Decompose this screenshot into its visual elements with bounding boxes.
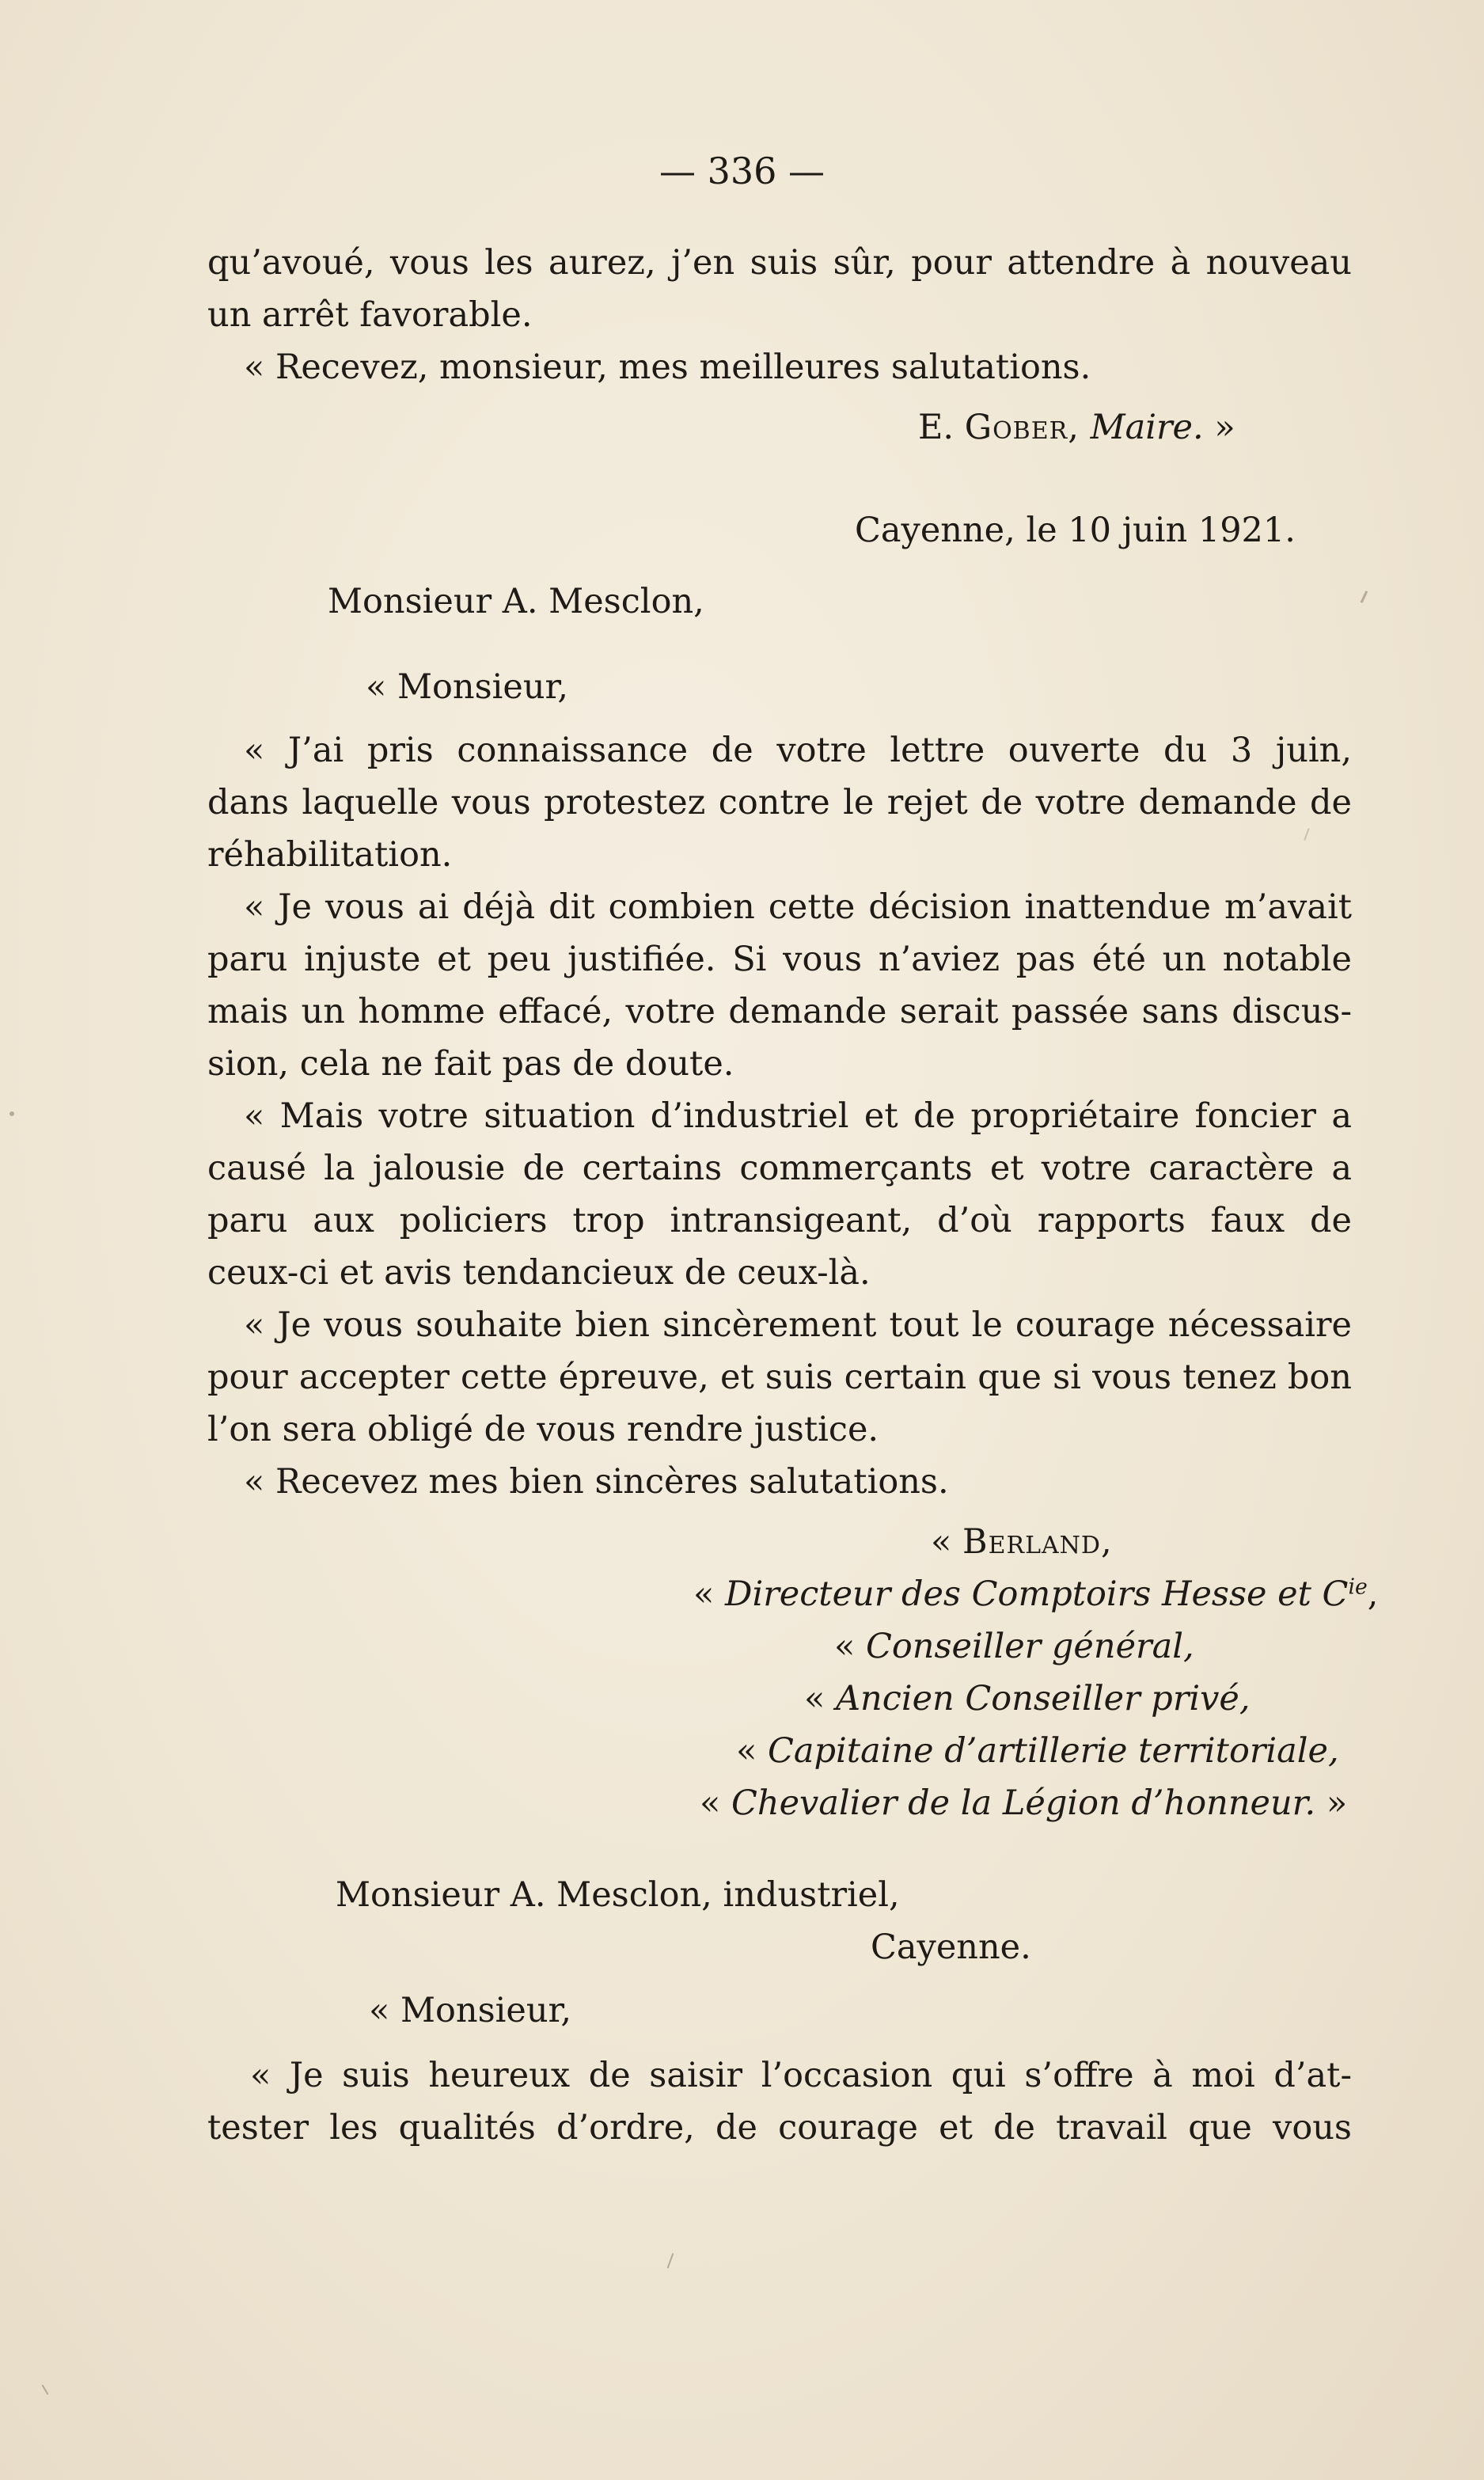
paper-speck: [1361, 591, 1368, 603]
text-line: un arrêt favorable.: [207, 295, 533, 335]
paper-speck: [42, 2384, 49, 2395]
letter-date: Cayenne, le 10 juin 1921.: [855, 511, 1296, 550]
text-line: « Recevez, monsieur, mes meilleures salutations.: [244, 348, 1091, 387]
paper-speck: [667, 2253, 674, 2268]
text-line: « Mais votre situation d’industriel et de propriétaire foncier a: [244, 1096, 1352, 1136]
text-line: mais un homme effacé, votre demande serait passée sans discus-: [207, 992, 1352, 1031]
text-line: qu’avoué, vous les aurez, j’en suis sûr, pour attendre à nouveau: [207, 243, 1352, 283]
text-line: tester les qualités d’ordre, de courage et de travail que vous: [207, 2108, 1352, 2148]
text-line: l’on sera obligé de vous rendre justice.: [207, 1410, 879, 1449]
addressee: Monsieur A. Mesclon, industriel,: [336, 1875, 900, 1915]
text-line: « Je suis heureux de saisir l’occasion qui s’offre à moi d’at-: [250, 2056, 1352, 2095]
page-number: — 336 —: [659, 150, 825, 192]
paper-speck: [1304, 828, 1309, 841]
quote-mark: «: [834, 1627, 856, 1666]
salutation: « Monsieur,: [369, 1991, 572, 2030]
signature-berland: [931, 1517, 1113, 1567]
superscript: ie: [1348, 1574, 1368, 1600]
signature-name: Gober,: [964, 408, 1080, 447]
quote-mark: «: [693, 1574, 715, 1614]
addressee: Monsieur A. Mesclon,: [328, 582, 704, 621]
signature-title: Directeur des Comptoirs Hesse et C: [724, 1574, 1349, 1614]
quote-mark: «: [736, 1731, 757, 1771]
text-line: paru aux policiers trop intransigeant, d’où rapports faux de: [207, 1201, 1352, 1240]
punctuation: ,: [1367, 1574, 1379, 1614]
text-line: « J’ai pris connaissance de votre lettre ouverte du 3 juin,: [244, 731, 1352, 770]
quote-mark: «: [700, 1783, 721, 1823]
signature-line: [700, 1778, 1347, 1829]
text-line: causé la jalousie de certains commerçants et votre caractère a: [207, 1149, 1352, 1188]
signature-line: [804, 1673, 1251, 1724]
signature-line: [693, 1569, 1378, 1620]
salutation: « Monsieur,: [366, 667, 569, 707]
signature-initial: E.: [918, 408, 955, 447]
quote-mark: «: [804, 1679, 825, 1719]
signature-title: Maire.: [1090, 408, 1204, 447]
quote-mark: «: [931, 1522, 952, 1562]
signature-title: Ancien Conseiller privé,: [835, 1679, 1251, 1719]
signature-title: Capitaine d’artillerie territoriale,: [767, 1731, 1339, 1771]
signature-line: [834, 1621, 1194, 1672]
text-line: pour accepter cette épreuve, et suis certain que si vous tenez bon: [207, 1358, 1352, 1397]
text-line: « Je vous ai déjà dit combien cette décision inattendue m’avait: [244, 887, 1352, 927]
signature-title: Chevalier de la Légion d’honneur.: [731, 1783, 1316, 1823]
text-line: « Je vous souhaite bien sincèrement tout le courage nécessaire: [244, 1305, 1352, 1345]
text-line: sion, cela ne fait pas de doute.: [207, 1044, 734, 1084]
signature-line: [736, 1726, 1339, 1776]
text-line: paru injuste et peu justifiée. Si vous n’aviez pas été un notable: [207, 940, 1352, 979]
signature-name: Berland,: [962, 1522, 1113, 1562]
text-line: ceux-ci et avis tendancieux de ceux-là.: [207, 1253, 871, 1293]
signature-gober: [918, 402, 1235, 453]
closing-quote: »: [1214, 408, 1235, 447]
closing-quote: »: [1326, 1783, 1348, 1823]
text-line: réhabilitation.: [207, 835, 453, 875]
text-line: « Recevez mes bien sincères salutations.: [244, 1462, 949, 1502]
addressee-city: Cayenne.: [871, 1927, 1031, 1967]
paper-speck: [9, 1111, 14, 1116]
text-line: dans laquelle vous protestez contre le rejet de votre demande de: [207, 783, 1352, 822]
signature-title: Conseiller général,: [865, 1627, 1194, 1666]
